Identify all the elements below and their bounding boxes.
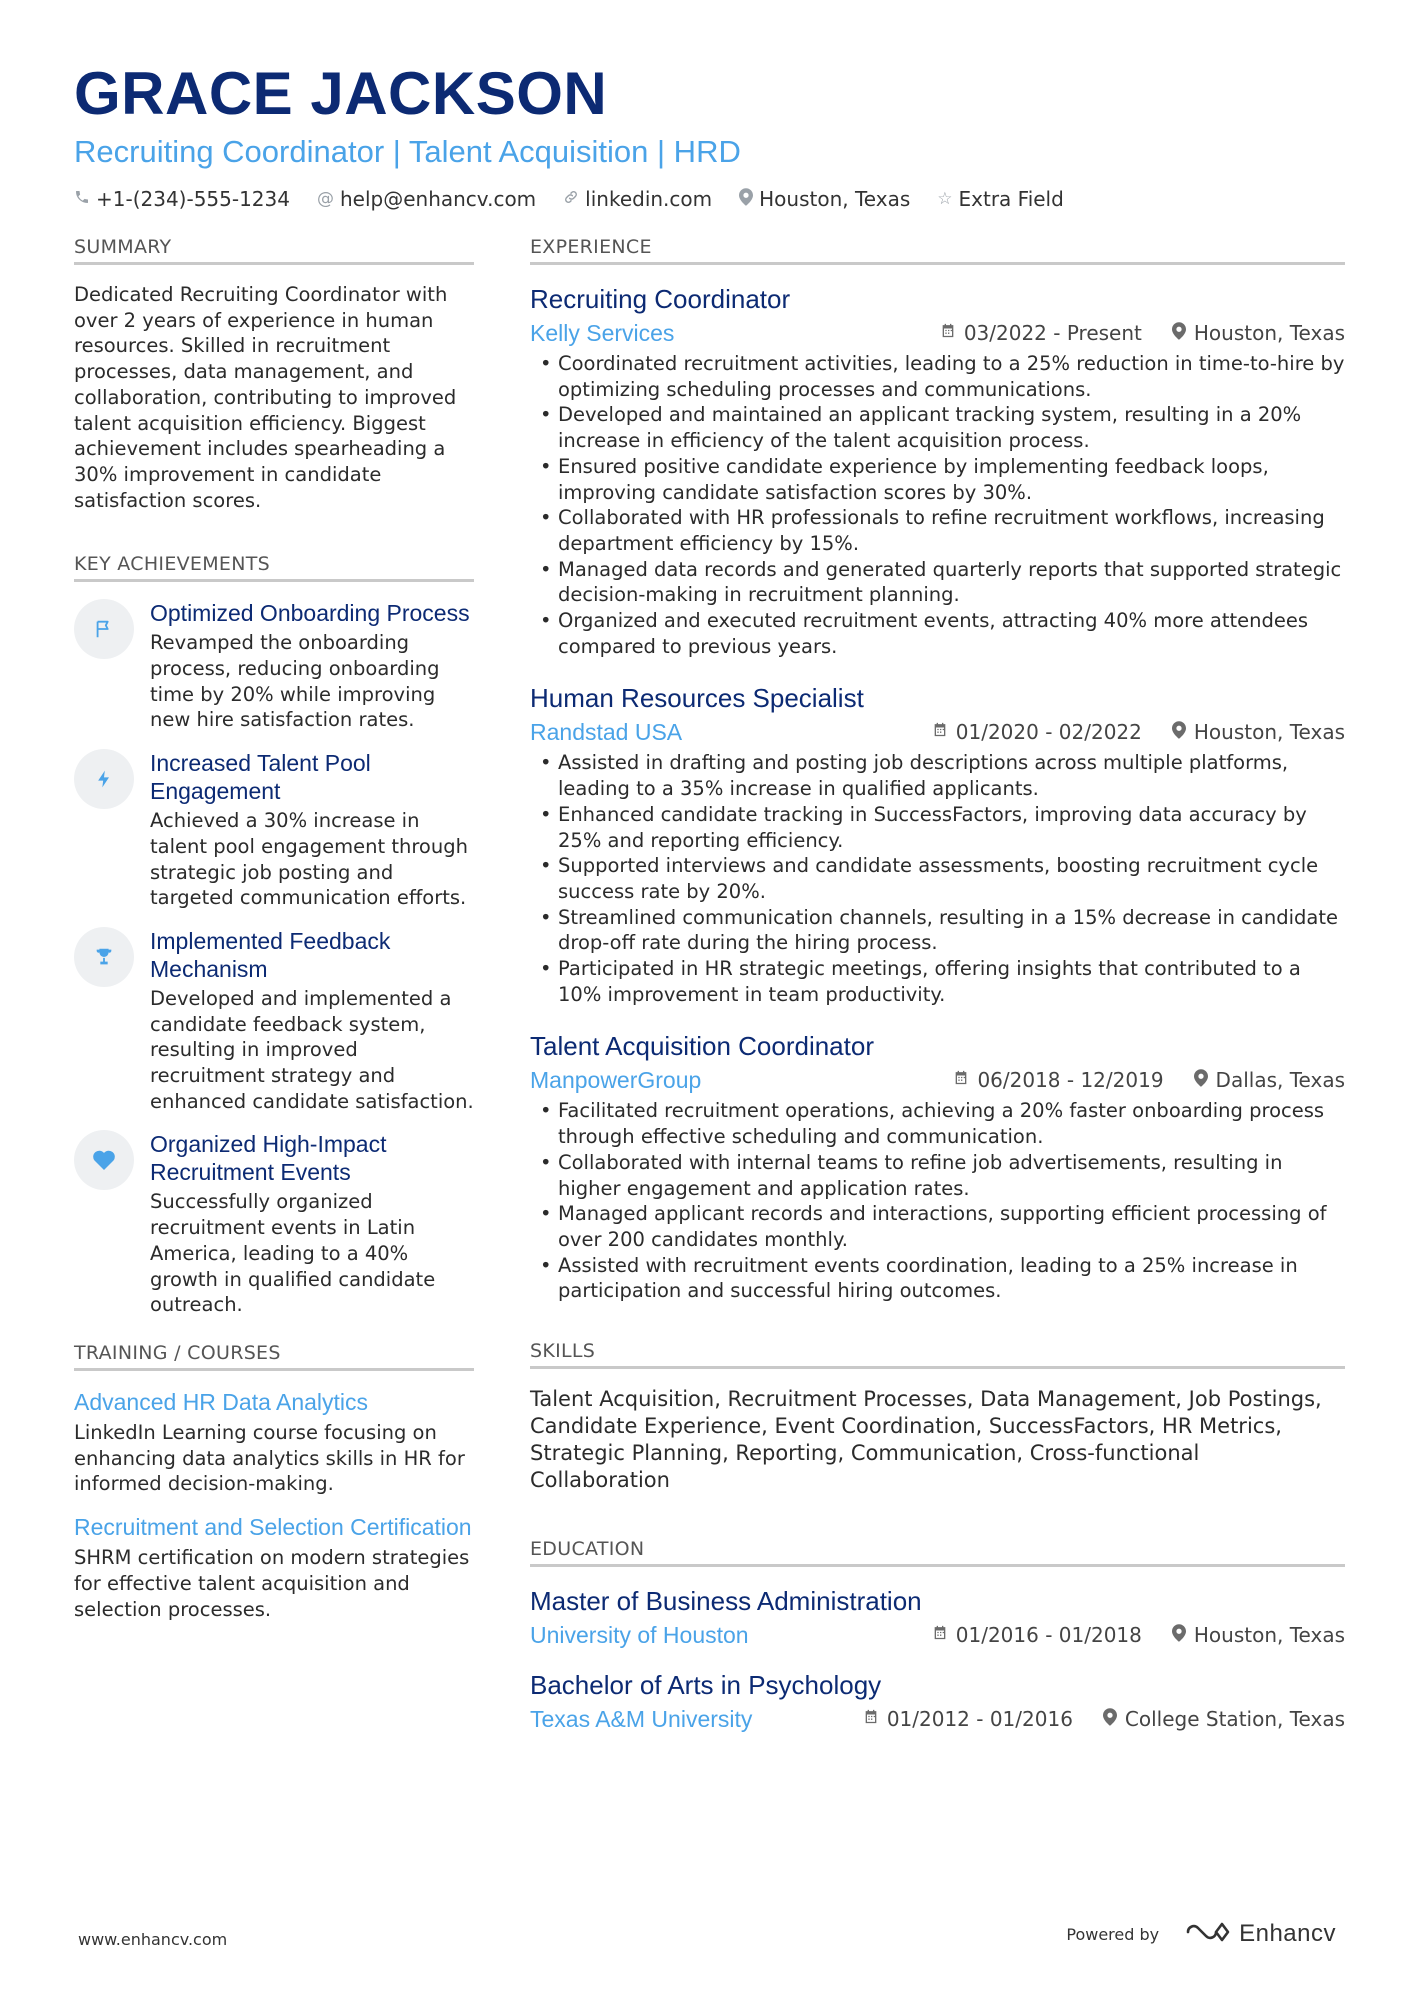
location-icon [1194, 1069, 1208, 1092]
job-bullets [530, 351, 1345, 659]
job-meta-right [953, 1068, 1345, 1092]
contact-email-text: help@enhancv.com [339, 187, 537, 211]
achievement-text: Successfully organized recruitment events in Latin America, leading to a 40% growth in qualified candidate outreach. [150, 1190, 436, 1317]
candidate-headline: Recruiting Coordinator | Talent Acquisition | HRD [74, 134, 741, 169]
job-bullet: • Supported interviews and candidate assessments, boosting recruitment cycle success rate by 20%. [530, 853, 1345, 904]
degree-title: Master of Business Administration [530, 1586, 922, 1617]
job-title: Talent Acquisition Coordinator [530, 1031, 874, 1062]
summary-heading: SUMMARY [74, 236, 474, 265]
location-icon [1172, 721, 1186, 744]
right-column [530, 236, 1345, 1752]
education-location [1172, 1623, 1345, 1647]
flag-icon [74, 599, 134, 659]
job-dates-text: 01/2020 - 02/2022 [955, 720, 1142, 745]
education-dates-text: 01/2016 - 01/2018 [955, 1623, 1142, 1648]
course-item [74, 1388, 474, 1497]
contact-email[interactable] [317, 187, 536, 211]
calendar-icon [940, 322, 956, 344]
calendar-icon [953, 1069, 969, 1091]
calendar-icon [863, 1708, 879, 1730]
contact-linkedin-text: linkedin.com [585, 187, 713, 211]
job-meta [530, 1065, 1345, 1095]
course-title: Recruitment and Selection Certification [74, 1514, 472, 1541]
course-text: SHRM certification on modern strategies for effective talent acquisition and selection processes. [74, 1546, 470, 1621]
job-entry [530, 681, 1345, 1007]
school-name: University of Houston [530, 1622, 749, 1649]
education-meta-right [932, 1623, 1345, 1647]
job-bullet: • Participated in HR strategic meetings, offering insights that contributed to a 10% improvement in team productivity. [530, 956, 1345, 1007]
achievement-text: Developed and implemented a candidate feedback system, resulting in improved recruitment strategy and enhanced candidate satisfaction. [150, 986, 474, 1113]
summary-section [74, 236, 474, 513]
school-name: Texas A&M University [530, 1706, 753, 1733]
contact-phone-text: +1-(234)-555-1234 [96, 187, 290, 211]
job-bullet: • Collaborated with HR professionals to refine recruitment workflows, increasing department efficiency by 15%. [530, 505, 1345, 556]
summary-text: Dedicated Recruiting Coordinator with over 2 years of experience in human resources. Skilled in recruitment processes, data management, and collaboration, contributing to improved talent acquisition efficiency. Biggest achievement includes spearheading a 30% improvement in candidate satisfaction scores. [74, 283, 457, 512]
heart-icon [74, 1130, 134, 1190]
education-location-text: Houston, Texas [1193, 1623, 1345, 1648]
job-meta [530, 717, 1345, 747]
calendar-icon [932, 1624, 948, 1646]
job-bullets [530, 1098, 1345, 1304]
achievements-section [74, 553, 474, 1318]
education-entry [530, 1584, 1345, 1650]
job-entry [530, 1029, 1345, 1304]
education-heading: EDUCATION [530, 1538, 1345, 1567]
achievement-text: Achieved a 30% increase in talent pool engagement through strategic job posting and targeted communication efforts. [150, 809, 468, 910]
company-name: Kelly Services [530, 320, 675, 346]
education-meta [530, 1704, 1345, 1734]
job-dates-text: 06/2018 - 12/2019 [977, 1068, 1164, 1093]
achievement-title: Optimized Onboarding Process [150, 600, 470, 627]
left-column [74, 236, 474, 1622]
footer-website[interactable]: www.enhancv.com [78, 1930, 228, 1949]
job-bullet: • Ensured positive candidate experience by implementing feedback loops, improving candidate satisfaction scores by 30%. [530, 454, 1345, 505]
job-dates-text: 03/2022 - Present [963, 321, 1142, 345]
job-location [1172, 720, 1345, 744]
achievement-title: Implemented Feedback Mechanism [150, 927, 391, 982]
enhancv-logo-icon [1185, 1920, 1231, 1948]
lightning-icon [74, 749, 134, 809]
job-location [1172, 321, 1345, 345]
skills-section [530, 1340, 1345, 1494]
achievement-item [74, 749, 474, 911]
job-location-text: Houston, Texas [1193, 321, 1345, 345]
job-dates [932, 720, 1142, 744]
training-heading: TRAINING / COURSES [74, 1342, 474, 1371]
contact-location-text: Houston, Texas [759, 187, 911, 211]
achievement-item [74, 927, 474, 1115]
powered-by-text: Powered by [1066, 1924, 1160, 1944]
job-location [1194, 1068, 1345, 1092]
star-icon: ☆ [937, 189, 953, 209]
achievement-item [74, 599, 474, 733]
education-section [530, 1538, 1345, 1734]
job-bullet: • Collaborated with internal teams to refine job advertisements, resulting in higher engagement and application rates. [530, 1150, 1345, 1201]
contact-bar [74, 187, 1344, 211]
job-dates [940, 321, 1142, 345]
at-icon: @ [316, 189, 334, 209]
location-icon [739, 188, 753, 211]
location-icon [1103, 1708, 1117, 1731]
education-location [1103, 1707, 1345, 1731]
job-meta-right [940, 321, 1345, 345]
company-name: Randstad USA [530, 719, 683, 746]
job-bullet: • Organized and executed recruitment events, attracting 40% more attendees compared to previous years. [530, 608, 1345, 659]
job-dates [953, 1068, 1163, 1092]
experience-heading: EXPERIENCE [530, 236, 1345, 265]
footer-branding [1066, 1920, 1336, 1948]
education-dates [863, 1707, 1073, 1731]
job-bullet: • Managed data records and generated quarterly reports that supported strategic decision-making in recruitment planning. [530, 557, 1345, 608]
contact-extra [937, 187, 1064, 211]
education-meta [530, 1620, 1345, 1650]
job-title: Human Resources Specialist [530, 683, 864, 714]
skills-text: Talent Acquisition, Recruitment Processes, Data Management, Job Postings, Candidate Experience, Event Coordination, SuccessFactors, HR Metrics, Strategic Planning, Reporting, Communication, Cross-functional Collaboration [530, 1387, 1322, 1493]
experience-section [530, 236, 1345, 1304]
education-meta-right [863, 1707, 1345, 1731]
job-bullet: • Managed applicant records and interactions, supporting efficient processing of over 200 candidates monthly. [530, 1201, 1345, 1252]
job-title: Recruiting Coordinator [530, 284, 791, 314]
job-bullet: • Coordinated recruitment activities, leading to a 25% reduction in time-to-hire by optimizing scheduling processes and communications. [530, 351, 1345, 402]
trophy-icon [74, 927, 134, 987]
achievement-title: Increased Talent Pool Engagement [150, 750, 371, 805]
job-bullet: • Developed and maintained an applicant tracking system, resulting in a 20% increase in efficiency of the talent acquisition process. [530, 402, 1345, 453]
resume-header [74, 58, 1344, 211]
job-bullet: • Streamlined communication channels, resulting in a 15% decrease in candidate drop-off rate during the hiring process. [530, 905, 1345, 956]
job-location-text: Dallas, Texas [1215, 1068, 1345, 1093]
job-meta-right [932, 720, 1345, 744]
job-bullet: • Facilitated recruitment operations, achieving a 20% faster onboarding process through effective scheduling and communication. [530, 1098, 1345, 1149]
degree-title: Bachelor of Arts in Psychology [530, 1670, 882, 1701]
company-name: ManpowerGroup [530, 1067, 702, 1094]
job-location-text: Houston, Texas [1193, 720, 1345, 745]
location-icon [1172, 1624, 1186, 1647]
contact-linkedin[interactable] [563, 187, 712, 211]
course-text: LinkedIn Learning course focusing on enhancing data analytics skills in HR for informed decision-making. [74, 1420, 465, 1496]
skills-heading: SKILLS [530, 1340, 1345, 1369]
location-icon [1172, 322, 1186, 345]
training-section [74, 1342, 474, 1622]
job-entry [530, 282, 1345, 659]
contact-phone[interactable] [74, 187, 290, 211]
link-icon [563, 189, 579, 210]
achievement-item [74, 1130, 474, 1318]
education-location-text: College Station, Texas [1124, 1707, 1345, 1732]
phone-icon [74, 189, 90, 210]
contact-location [739, 187, 910, 211]
contact-extra-text: Extra Field [958, 187, 1064, 211]
course-item [74, 1513, 474, 1622]
brand-name: Enhancv [1239, 1920, 1336, 1947]
education-dates-text: 01/2012 - 01/2016 [886, 1707, 1073, 1732]
course-title: Advanced HR Data Analytics [74, 1388, 369, 1415]
calendar-icon [932, 721, 948, 743]
job-bullet: • Assisted with recruitment events coordination, leading to a 25% increase in participation and successful hiring outcomes. [530, 1253, 1345, 1304]
job-bullet: • Assisted in drafting and posting job descriptions across multiple platforms, leading to a 35% increase in qualified applicants. [530, 750, 1345, 801]
achievement-text: Revamped the onboarding process, reducing onboarding time by 20% while improving new hire satisfaction rates. [150, 631, 440, 732]
achievement-title: Organized High-Impact Recruitment Events [150, 1131, 387, 1186]
job-bullets [530, 750, 1345, 1007]
job-meta [530, 318, 1345, 348]
candidate-name: GRACE JACKSON [74, 60, 608, 127]
achievements-heading: KEY ACHIEVEMENTS [74, 553, 474, 582]
job-bullet: • Enhanced candidate tracking in SuccessFactors, improving data accuracy by 25% and reporting efficiency. [530, 802, 1345, 853]
education-entry [530, 1668, 1345, 1734]
education-dates [932, 1623, 1142, 1647]
